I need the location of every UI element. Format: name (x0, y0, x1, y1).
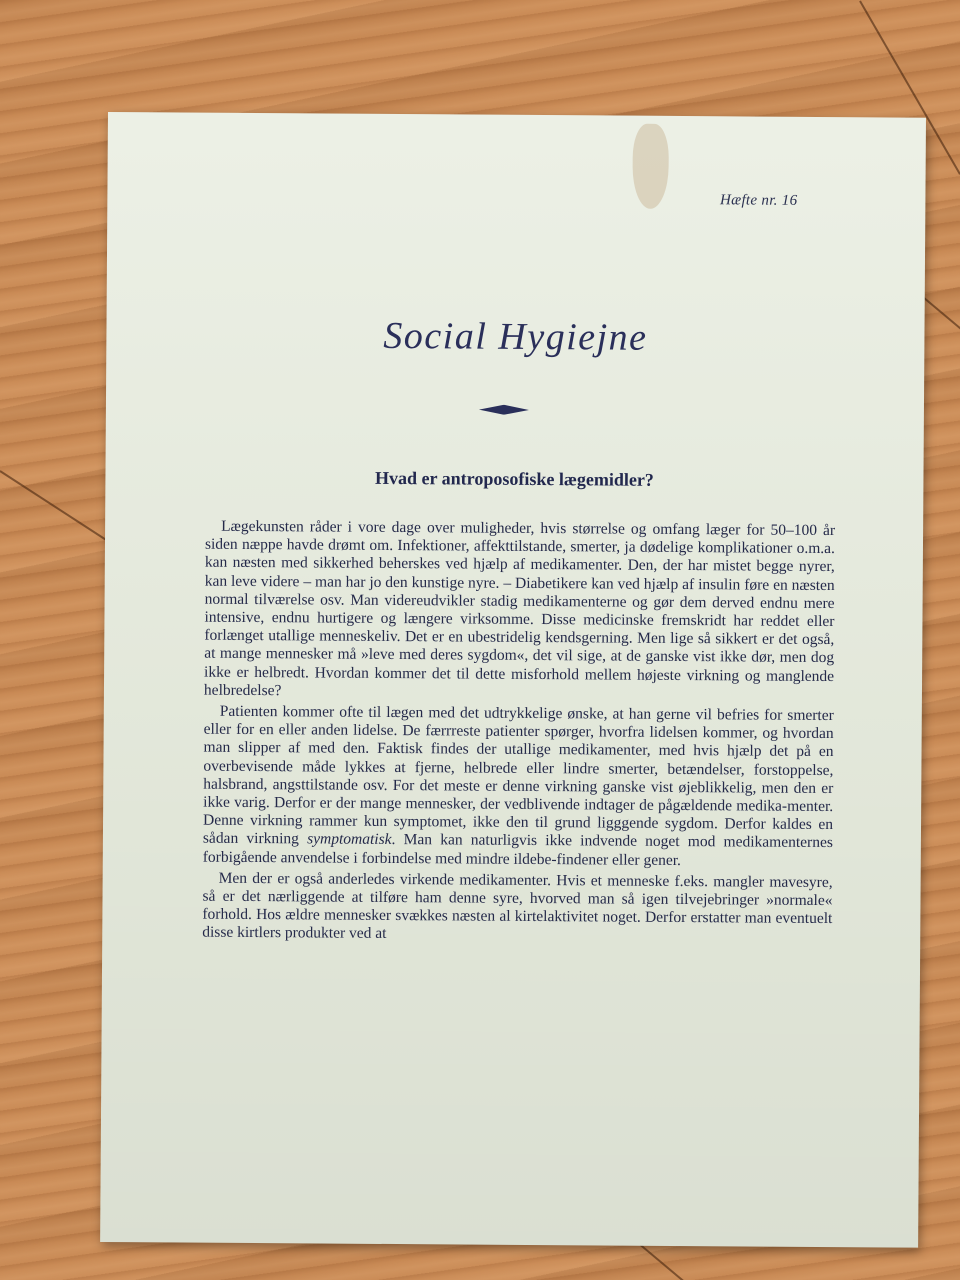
article-body (202, 518, 835, 950)
paragraph (203, 703, 834, 871)
emphasized-term: symptomatisk (307, 830, 392, 849)
paragraph: Lægekunsten råder i vore dage over muligheder, hvis størrelse og omfang læger for 50–100 år siden næppe havde drømt om. Infektioner, affekttilstande, smerter, ja dødelige komplikationer o.m.a. kan næsten med sikkerhed beherskes ved hjælp af medikamenter. Den, der har mistet begge nyrer, kan leve videre – man har jo den kunstige nyre. – Diabetikere kan ved hjælp af insulin føre en næsten normal tilværelse osv. Man videreudvikler stadig medikamenterne og gør dem derved endnu mere intensive, endnu hurtigere og længere virksomme. Disse medicinske fremskridt har reddet eller forlænget utallige menneskeliv. Det er en ubestridelig kendsgerning. Men lige så sikkert er det også, at mange mennesker må »leve med deres sygdom«, det vil sige, at de ganske vist ikke dør, men dog ikke er helbredt. Hvordan kommer det til dette misforhold mellem højeste virkning og manglende helbredelse? (203, 517, 836, 700)
diamond-ornament-icon (479, 405, 529, 415)
page-title: Social Hygiejne (383, 314, 648, 359)
paragraph-text: Patienten kommer ofte til lægen med det udtrykkelige ønske, at han gerne vil befries for smerter eller for en eller anden lidelse. De færrreste patienter spørger, hvorfra lidelsen kommer, og hvordan man slipper af med den. Faktisk findes der utallige medikamenter, med hvis hjælp det på en overbevisende måde lykkes at fjerne, helbrede eller lindre smerter, betændelser, forstoppelse, halsbrand, angsttilstande osv. For det meste er denne virkning ganske vist øjeblikkelig, men den er ikke varig. Derfor er der mange mennesker, der vedblivende indtager de pågældende medika-menter. Denne virkning rammer kun symptomet, ikke den til grund ligggende sygdom. Derfor kaldes en sådan virkning (202, 702, 834, 848)
article-heading: Hvad er antroposofiske lægemidler? (374, 467, 654, 490)
booklet-page (100, 112, 926, 1248)
paragraph-text: . Man kan naturligvis ikke indvende noget mod medikamenternes forbigående anvendelse i forbindelse med mindre ildebe-findener eller gener. (202, 831, 833, 869)
paragraph: Men der er også anderledes virkende medikamenter. Hvis et menneske f.eks. mangler mavesyre, så er det nærliggende at tilføre ham denne syre, hvorved man så igen tilvejebringer »normale« forhold. Hos ældre mennesker svækkes næsten al kirtelaktivitet noget. Derfor erstatter man eventuelt disse kirtlers produkter ved at (202, 869, 833, 943)
issue-label: Hæfte nr. 16 (719, 192, 798, 209)
tape-stain (632, 124, 669, 209)
